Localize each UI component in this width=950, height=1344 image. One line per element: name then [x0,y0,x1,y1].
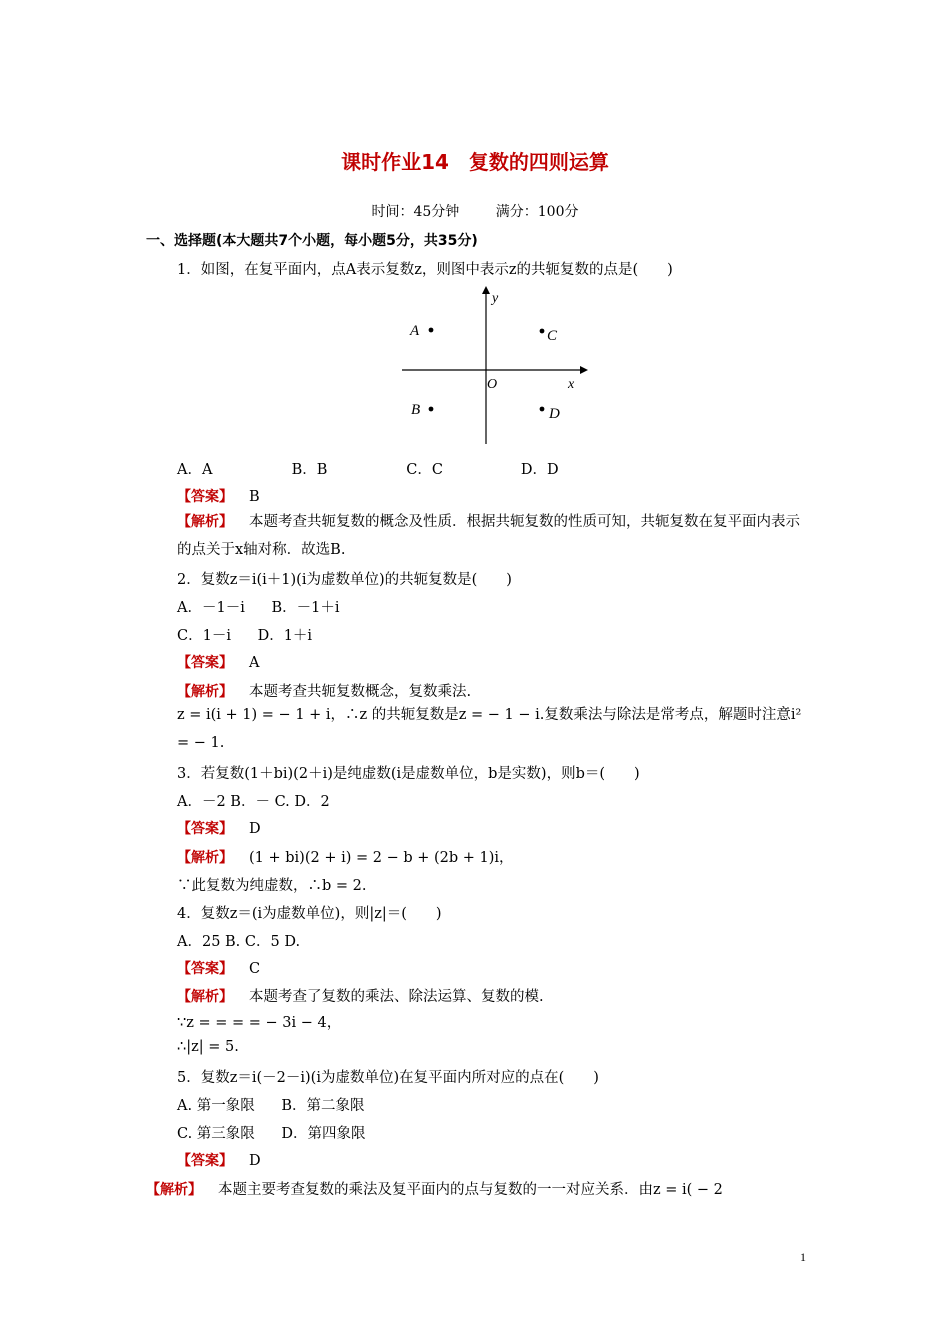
q5-answer [177,1150,261,1170]
q1-answer [177,486,260,506]
q3-detail: ∵此复数为纯虚数，∴b = 2. [177,878,367,894]
q4-analysis [177,985,544,1006]
q5-stem: 5．复数z＝i(－2－i)(i为虚数单位)在复平面内所对应的点在( ) [177,1070,599,1086]
q2-option-d: D．1＋i [257,628,313,644]
answer-value: C [249,961,261,977]
analysis-text: 本题主要考查复数的乘法及复平面内的点与复数的一一对应关系．由z = i( − 2 [218,1182,723,1198]
page-number: 1 [800,1250,806,1264]
q5-analysis [146,1178,723,1199]
point-a [429,328,434,333]
label-b: B [411,402,421,418]
q1-option-a: A．A [177,462,213,478]
answer-tag: 【答案】 [177,961,233,977]
q2-detail [146,701,806,757]
q2-option-c: C．1－i [177,628,231,644]
answer-tag: 【答案】 [177,489,233,505]
answer-value: A [249,655,260,671]
time-limit: 时间：45分钟 [371,204,460,220]
q3-options: A．－2 B．－ C. D．2 [177,794,330,810]
label-y: y [492,291,499,306]
q2-option-b: B．－1＋i [271,600,340,616]
exam-meta [0,201,950,221]
point-b [429,407,434,412]
answer-tag: 【答案】 [177,655,233,671]
point-c [540,329,545,334]
answer-tag: 【答案】 [177,1153,233,1169]
label-d: D [549,406,560,422]
q5-options-row1 [177,1094,386,1115]
answer-tag: 【答案】 [177,821,233,837]
q4-detail-1: ∵z = = = = − 3i − 4， [177,1015,342,1031]
answer-value: D [249,821,261,837]
q3-answer [177,818,261,838]
label-origin: O [487,377,498,392]
full-score: 满分：100分 [495,204,579,220]
analysis-tag: 【解析】 [177,989,233,1005]
q5-options-row2 [177,1122,388,1143]
y-axis-arrow-icon [482,286,490,294]
q5-option-d: D．第四象限 [281,1126,366,1142]
q4-detail-2: ∴|z| = 5. [177,1039,239,1055]
label-c: C [547,328,558,344]
q1-option-c: C．C [406,462,443,478]
q2-stem: 2．复数z＝i(i＋1)(i为虚数单位)的共轭复数是( ) [177,572,512,588]
analysis-tag: 【解析】 [177,850,233,866]
q2-detail-text: z = i(i + 1) = − 1 + i，∴z 的共轭复数是z = − 1 − i.复数乘法与除法是常考点，解题时注意i² = − 1. [177,707,802,751]
answer-value: B [249,489,260,505]
section-heading: 一、选择题(本大题共7个小题，每小题5分，共35分) [146,233,478,249]
q1-options [177,458,631,479]
q2-options-row2 [177,624,334,645]
label-x: x [568,377,575,392]
page-title: 课时作业14 复数的四则运算 [341,150,609,174]
q2-answer [177,652,259,672]
q4-options: A．25 B. C．5 D. [177,934,301,950]
complex-plane-figure [396,282,592,448]
q2-options-row1 [177,596,361,617]
answer-value: D [249,1153,261,1169]
q2-analysis [177,680,471,701]
analysis-tag: 【解析】 [146,1182,202,1198]
q5-option-c: C. 第三象限 [177,1126,255,1142]
q4-answer [177,958,260,978]
q3-stem: 3．若复数(1＋bi)(2＋i)是纯虚数(i是虚数单位，b是实数)，则b＝( ) [177,766,640,782]
q5-option-b: B．第二象限 [281,1098,365,1114]
q4-stem: 4．复数z＝(i为虚数单位)，则|z|＝( ) [177,906,442,922]
analysis-tag: 【解析】 [177,684,233,700]
analysis-text: (1 + bi)(2 + i) = 2 − b + (2b + 1)i， [249,850,514,866]
point-d [540,407,545,412]
analysis-text: 本题考查了复数的乘法、除法运算、复数的模. [249,989,544,1005]
q1-option-d: D．D [520,462,559,478]
analysis-text: 本题考查共轭复数概念，复数乘法. [249,684,472,700]
q3-analysis [177,846,514,867]
label-a: A [410,323,420,339]
analysis-text: 本题考查共轭复数的概念及性质．根据共轭复数的性质可知，共轭复数在复平面内表示的点关于x轴对称．故选B. [177,514,800,558]
q2-option-a: A．－1－i [177,600,245,616]
analysis-tag: 【解析】 [177,514,233,530]
q1-option-b: B．B [291,462,328,478]
x-axis-arrow-icon [580,366,588,374]
q5-option-a: A. 第一象限 [177,1098,255,1114]
q1-stem: 1．如图，在复平面内，点A表示复数z，则图中表示z的共轭复数的点是( ) [177,262,673,278]
q1-analysis [146,508,806,564]
